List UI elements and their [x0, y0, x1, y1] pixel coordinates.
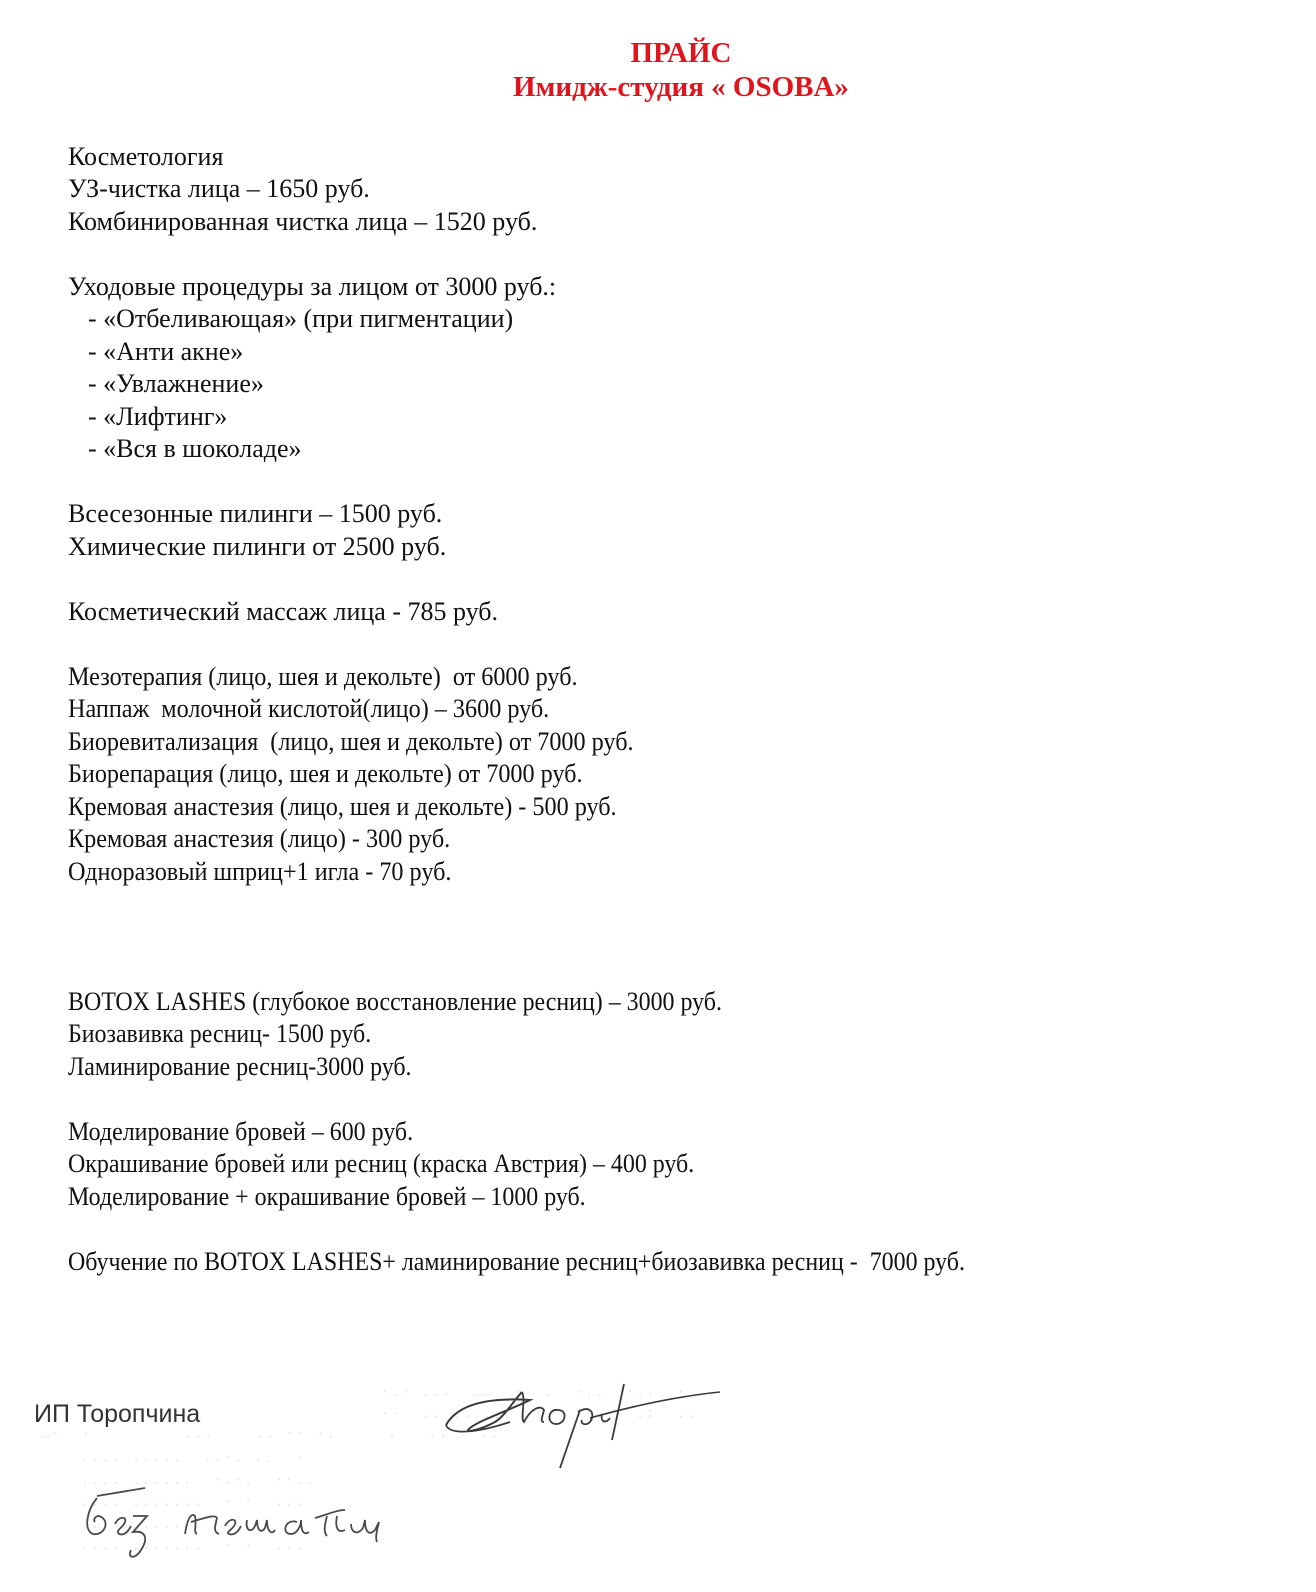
handwritten-note-no-stamp: [75, 1480, 495, 1560]
handwritten-signature: [440, 1370, 730, 1470]
price-item: Мезотерапия (лицо, шея и декольте) от 6000 руб.: [68, 662, 578, 691]
price-item: Окрашивание бровей или ресниц (краска Австрия) – 400 руб.: [68, 1149, 695, 1178]
section-heading-cosmetology: Косметология: [68, 142, 224, 171]
price-item: Моделирование + окрашивание бровей – 1000 руб.: [68, 1182, 586, 1211]
price-item-training: Обучение по BOTOX LASHES+ ламинирование ресниц+биозавивка ресниц - 7000 руб.: [68, 1247, 965, 1276]
care-option: - «Вся в шоколаде»: [88, 434, 302, 463]
price-item: Химические пилинги от 2500 руб.: [68, 532, 447, 561]
price-item: Кремовая анастезия (лицо, шея и декольте) - 500 руб.: [68, 792, 617, 821]
signature-block: [0, 1370, 800, 1592]
price-item: Ламинирование ресниц-3000 руб.: [68, 1052, 412, 1081]
section-heading-care: Уходовые процедуры за лицом от 3000 руб.:: [68, 272, 557, 301]
faint-background-print: ..... ...... ·..·: [80, 1515, 264, 1534]
document-title: ПРАЙС: [630, 37, 732, 69]
price-item: BOTOX LASHES (глубокое восстановление ресниц) – 3000 руб.: [68, 987, 722, 1016]
faint-background-print: .... ....... · · ...: [80, 1493, 305, 1512]
price-item: Всесезонные пилинги – 1500 руб.: [68, 499, 443, 528]
care-option: - «Отбеливающая» (при пигментации): [88, 304, 514, 333]
faint-background-print: …· · ... .. ·· ·. . .. .:: [40, 1425, 500, 1444]
studio-name: Имидж-студия « OSOBA»: [513, 71, 849, 103]
document-header: [0, 36, 1316, 104]
price-item: УЗ-чистка лица – 1650 руб.: [68, 174, 370, 203]
faint-background-print: .... ...... ·.·. ··..: [80, 1471, 315, 1490]
entrepreneur-name: ИП Торопчина: [34, 1400, 201, 1428]
price-item: Моделирование бровей – 600 руб.: [68, 1117, 414, 1146]
care-option: - «Лифтинг»: [88, 402, 228, 431]
price-item: Одноразовый шприц+1 игла - 70 руб.: [68, 857, 452, 886]
price-item: Наппаж молочной кислотой(лицо) – 3600 руб.: [68, 694, 550, 723]
faint-background-print: .... ....... · · ...: [80, 1537, 305, 1556]
price-item: Биозавивка ресниц- 1500 руб.: [68, 1019, 372, 1048]
care-option: - «Увлажнение»: [88, 369, 264, 398]
price-item: Кремовая анастезия (лицо) - 300 руб.: [68, 824, 451, 853]
price-item: Биорепарация (лицо, шея и декольте) от 7000 руб.: [68, 759, 583, 788]
price-item: Комбинированная чистка лица – 1520 руб.: [68, 207, 538, 236]
faint-background-print: ·· .. ...... ·.· ·.· .: ..: [380, 1405, 697, 1424]
price-item: Косметический массаж лица - 785 руб.: [68, 597, 499, 626]
price-item: Биоревитализация (лицо, шея и декольте) от 7000 руб.: [68, 727, 634, 756]
faint-background-print: .... ..... ..·. .. ·: [80, 1449, 305, 1468]
care-option: - «Анти акне»: [88, 337, 244, 366]
faint-background-print: ·.· ... …… · . ·.. ·.. · ..: [380, 1383, 717, 1402]
